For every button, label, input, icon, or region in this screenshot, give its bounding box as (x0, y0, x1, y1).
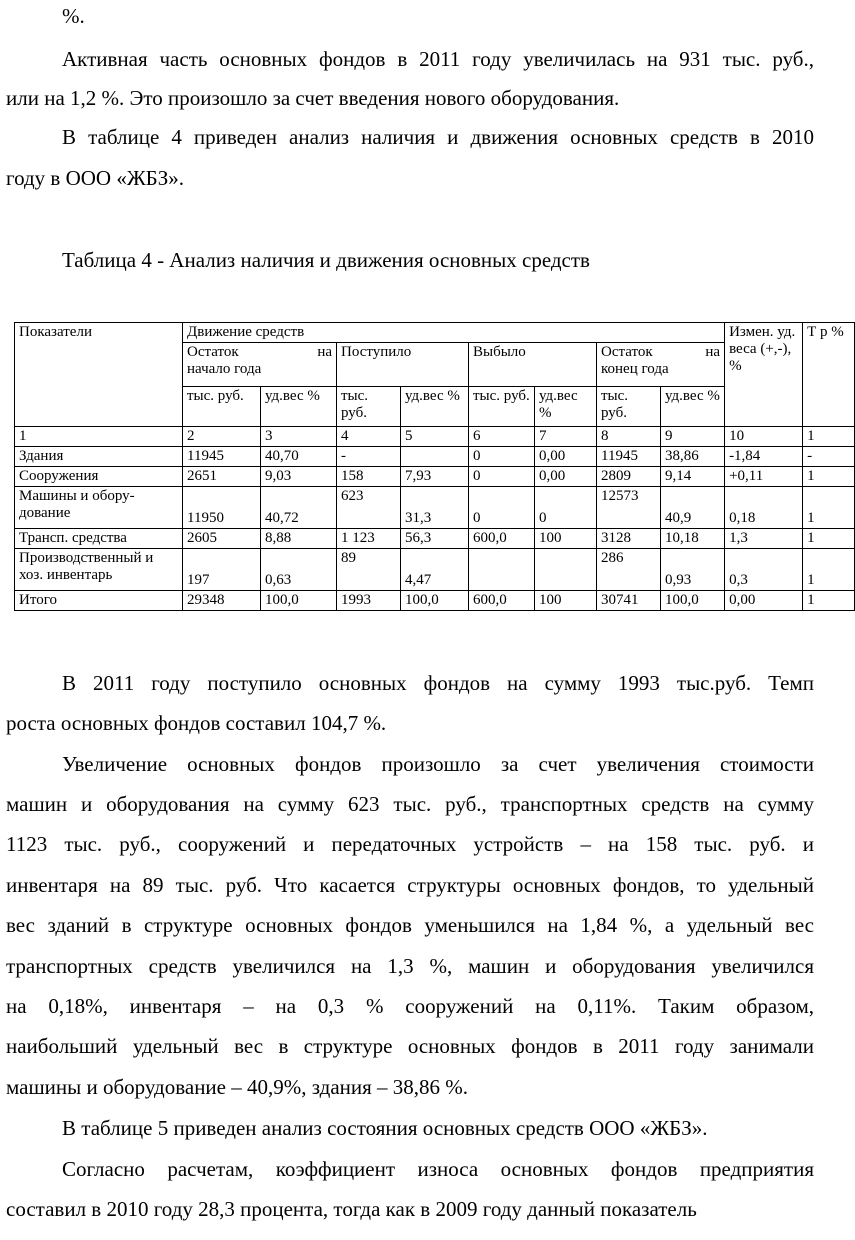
table-cell: 3 (261, 427, 337, 447)
table-cell: 2605 (183, 529, 261, 549)
table-cell: 11950 (183, 487, 261, 529)
table-cell: 1 (803, 549, 855, 591)
table-fixed-assets (14, 322, 855, 611)
table-cell (469, 549, 535, 591)
table-cell: 8,88 (261, 529, 337, 549)
table-cell: Итого (15, 591, 183, 611)
table-cell: 1 (803, 467, 855, 487)
table-cell: 1 (803, 591, 855, 611)
table-cell: 1993 (337, 591, 401, 611)
table-cell: 2809 (597, 467, 661, 487)
header-indicators: Показатели (15, 323, 183, 427)
paragraph-line: Согласно расчетам, коэффициент износа основных фондов предприятия (62, 1157, 814, 1181)
table-cell: 10 (725, 427, 803, 447)
paragraph-line: составил в 2010 году 28,3 процента, тогда как в 2009 году данный показатель (6, 1197, 697, 1221)
paragraph-line: роста основных фондов составил 104,7 %. (6, 711, 387, 735)
table-cell: 1,3 (725, 529, 803, 549)
paragraph-line: машин и оборудования на сумму 623 тыс. руб., транспортных средств на сумму (6, 792, 814, 816)
header-share: уд.вес % (535, 387, 597, 427)
table-cell: 0,93 (661, 549, 725, 591)
table-cell: 197 (183, 549, 261, 591)
table-cell: 9,03 (261, 467, 337, 487)
table-cell: 9,14 (661, 467, 725, 487)
header-received: Поступило (337, 343, 469, 387)
paragraph-line: вес зданий в структуре основных фондов уменьшился на 1,84 %, а удельный вес (6, 913, 814, 937)
table-total-row (15, 591, 855, 611)
table-cell: 4 (337, 427, 401, 447)
paragraph-line: машины и оборудование – 40,9%, здания – 38,86 %. (6, 1075, 469, 1099)
table-cell: 0,3 (725, 549, 803, 591)
table-cell: -1,84 (725, 447, 803, 467)
paragraph-line: на 0,18%, инвентаря – на 0,3 % сооружений на 0,11%. Таким образом, (6, 994, 814, 1018)
table-cell: 4,47 (401, 549, 469, 591)
header-disposed: Выбыло (469, 343, 597, 387)
table-cell: +0,11 (725, 467, 803, 487)
table-cell: 31,3 (401, 487, 469, 529)
table-cell: 1 (803, 427, 855, 447)
table-cell: 6 (469, 427, 535, 447)
paragraph-line: В 2011 году поступило основных фондов на сумму 1993 тыс.руб. Темп (62, 671, 814, 695)
table-cell: 623 (337, 487, 401, 529)
table-cell: 0 (469, 467, 535, 487)
table-cell: 2651 (183, 467, 261, 487)
table-number-row (15, 427, 855, 447)
paragraph-line: Активная часть основных фондов в 2011 году увеличилась на 931 тыс. руб., (62, 47, 814, 71)
paragraph-line: инвентаря на 89 тыс. руб. Что касается структуры основных фондов, то удельный (6, 873, 814, 897)
header-sum: тыс. руб. (183, 387, 261, 427)
table-cell: 286 (597, 549, 661, 591)
header-sum: тыс. руб. (469, 387, 535, 427)
table-cell: 100,0 (661, 591, 725, 611)
table-cell: Машины и обору-дование (15, 487, 183, 529)
table-cell: Сооружения (15, 467, 183, 487)
table-row (15, 549, 855, 591)
table-cell: 0 (469, 447, 535, 467)
table-cell: 29348 (183, 591, 261, 611)
header-sum: тыс. руб. (597, 387, 661, 427)
table-cell: 11945 (597, 447, 661, 467)
table-cell: 0,63 (261, 549, 337, 591)
table-cell: 0,00 (535, 467, 597, 487)
table-cell: Здания (15, 447, 183, 467)
table-cell: - (337, 447, 401, 467)
header-cut: Т р % (803, 323, 855, 427)
table-row (15, 467, 855, 487)
table-cell: 89 (337, 549, 401, 591)
header-share: уд.вес % (401, 387, 469, 427)
paragraph-line: году в ООО «ЖБЗ». (6, 166, 184, 190)
paragraph-line: 1123 тыс. руб., сооружений и передаточных устройств – на 158 тыс. руб. и (6, 832, 814, 856)
table-cell: 2 (183, 427, 261, 447)
table-cell: 1 123 (337, 529, 401, 549)
table-cell: 30741 (597, 591, 661, 611)
header-change: Измен. уд. веса (+,-), % (725, 323, 803, 427)
table-row (15, 529, 855, 549)
table-cell: 40,70 (261, 447, 337, 467)
table-cell: 5 (401, 427, 469, 447)
table-cell: 40,9 (661, 487, 725, 529)
table-cell: 158 (337, 467, 401, 487)
paragraph-line: В таблице 5 приведен анализ состояния основных средств ООО «ЖБЗ». (62, 1116, 708, 1140)
paragraph-line: транспортных средств увеличился на 1,3 %, машин и оборудования увеличился (6, 954, 814, 978)
table-cell: 0,00 (725, 591, 803, 611)
table-cell: - (803, 447, 855, 467)
table-cell: 100,0 (261, 591, 337, 611)
table-cell: 40,72 (261, 487, 337, 529)
table-cell: 7,93 (401, 467, 469, 487)
header-share: уд.вес % (261, 387, 337, 427)
header-share: уд.вес % (661, 387, 725, 427)
table-cell: 7 (535, 427, 597, 447)
header-sum: тыс. руб. (337, 387, 401, 427)
header-end-balance: Остаток на конец года (597, 343, 725, 387)
table-cell: 1 (803, 487, 855, 529)
table-cell: 600,0 (469, 529, 535, 549)
table-cell: Производственный и хоз. инвентарь (15, 549, 183, 591)
table-cell: 10,18 (661, 529, 725, 549)
table-caption: Таблица 4 - Анализ наличия и движения основных средств (62, 248, 590, 272)
table-row (15, 487, 855, 529)
table-cell: 56,3 (401, 529, 469, 549)
table-cell: 3128 (597, 529, 661, 549)
paragraph-line: или на 1,2 %. Это произошло за счет введения нового оборудования. (6, 86, 620, 110)
table-cell: 100 (535, 591, 597, 611)
table-cell: 1 (803, 529, 855, 549)
table-row (15, 447, 855, 467)
paragraph-line: В таблице 4 приведен анализ наличия и движения основных средств в 2010 (62, 125, 814, 149)
table-cell: 0,00 (535, 447, 597, 467)
table-cell: 600,0 (469, 591, 535, 611)
table-cell: 8 (597, 427, 661, 447)
table-cell: 0 (469, 487, 535, 529)
table-cell: 12573 (597, 487, 661, 529)
paragraph-line: Увеличение основных фондов произошло за счет увеличения стоимости (62, 752, 814, 776)
table-cell: Трансп. средства (15, 529, 183, 549)
table-cell: 0 (535, 487, 597, 529)
table-cell: 0,18 (725, 487, 803, 529)
table-cell: 9 (661, 427, 725, 447)
table-cell: 100 (535, 529, 597, 549)
table-cell: 1 (15, 427, 183, 447)
table-cell (401, 447, 469, 467)
paragraph-line: наибольший удельный вес в структуре основных фондов в 2011 году занимали (6, 1034, 814, 1058)
table-cell: 100,0 (401, 591, 469, 611)
table-header-row (15, 323, 855, 343)
text-line-percent: %. (62, 4, 85, 28)
table-cell: 11945 (183, 447, 261, 467)
header-begin-balance: Остаток на начало года (183, 343, 337, 387)
table-cell (535, 549, 597, 591)
header-movement: Движение средств (183, 323, 725, 343)
table-cell: 38,86 (661, 447, 725, 467)
